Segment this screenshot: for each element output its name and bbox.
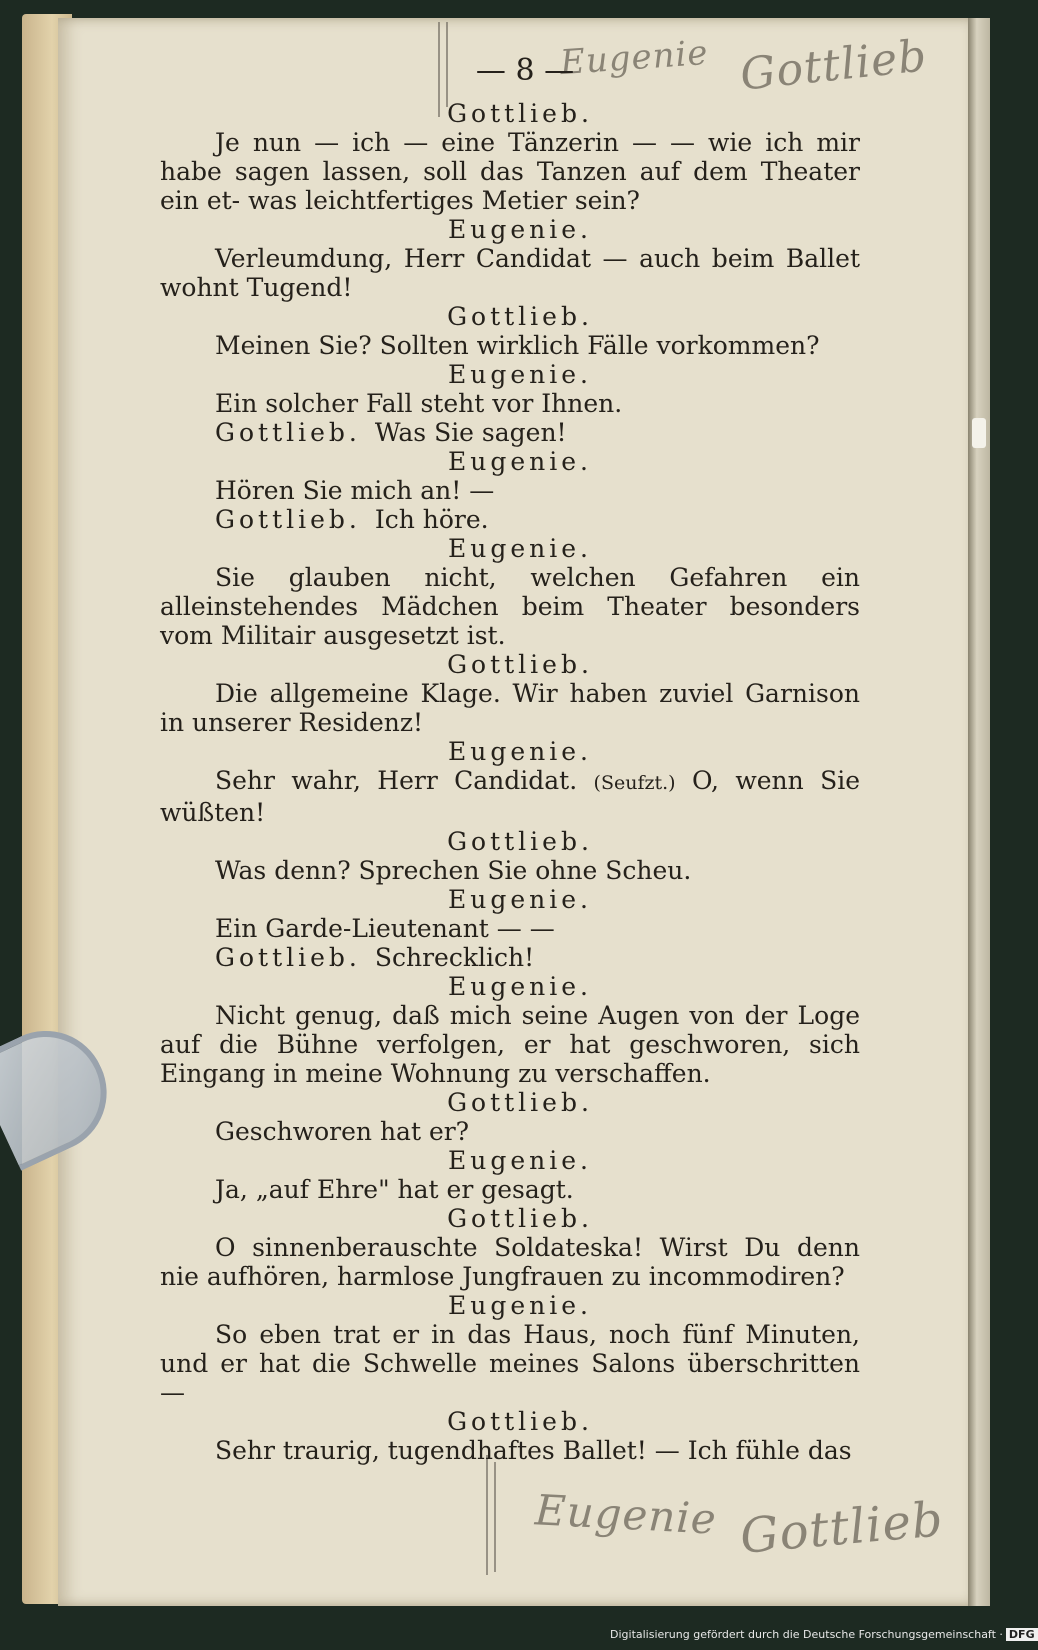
speaker-name: Gottlieb. — [215, 943, 361, 972]
footer-credit — [610, 1628, 1038, 1641]
speaker-heading: Eugenie. — [448, 360, 592, 389]
speaker-heading: Eugenie. — [448, 1146, 592, 1175]
page-marker — [972, 418, 986, 448]
dialogue-line — [160, 856, 860, 885]
dialogue-line — [160, 914, 860, 943]
speaker-heading: Eugenie. — [448, 972, 592, 1001]
dialogue-text: Sehr wahr, Herr Candidat. — [215, 766, 578, 795]
dialogue-text: Was Sie sagen! — [374, 418, 567, 447]
dialogue-text: Nicht genug, daß mich seine Augen von der Loge auf die Bühne verfolgen, er hat geschworen, sich Eingang in meine Wohnung zu verschaffen. — [160, 1001, 860, 1088]
dialogue-text: O, wenn Sie wüßten! — [160, 766, 860, 827]
footer-text: Digitalisierung gefördert durch die Deutsche Forschungsgemeinschaft · — [610, 1628, 1003, 1641]
dialogue-text: Was denn? Sprechen Sie ohne Scheu. — [215, 856, 692, 885]
speaker-heading: Gottlieb. — [447, 302, 593, 331]
pencil-line-bottom-2 — [494, 1462, 496, 1572]
speaker-heading: Gottlieb. — [447, 1088, 593, 1117]
dialogue-line — [160, 679, 860, 737]
dialogue-line — [160, 244, 860, 302]
handwritten-note-gottlieb-bottom: Gottlieb — [737, 1491, 946, 1565]
stage-direction: (Seufzt.) — [593, 772, 676, 794]
speaker-heading: Eugenie. — [448, 885, 592, 914]
dialogue-line — [160, 128, 860, 215]
dialogue-text: Verleumdung, Herr Candidat — auch beim Ballet wohnt Tugend! — [160, 244, 860, 302]
dialogue-blocks — [160, 99, 860, 1465]
speaker-heading: Eugenie. — [448, 215, 592, 244]
speaker-name: Gottlieb. — [215, 418, 361, 447]
dialogue-text: Meinen Sie? Sollten wirklich Fälle vorkommen? — [215, 331, 820, 360]
dialogue-line — [160, 418, 860, 447]
dialogue-line — [160, 1175, 860, 1204]
page-text — [160, 53, 860, 1465]
speaker-heading: Gottlieb. — [447, 1204, 593, 1233]
dialogue-text: So eben trat er in das Haus, noch fünf Minuten, und er hat die Schwelle meines Salons überschritten — — [160, 1320, 860, 1407]
dialogue-line — [160, 331, 860, 360]
speaker-heading: Gottlieb. — [447, 1407, 593, 1436]
dialogue-line — [160, 476, 860, 505]
dialogue-text: Hören Sie mich an! — — [215, 476, 495, 505]
pencil-line-bottom — [486, 1455, 488, 1575]
speaker-heading: Gottlieb. — [447, 99, 593, 128]
dfg-logo: DFG — [1006, 1628, 1038, 1641]
dialogue-text: Ja, „auf Ehre" hat er gesagt. — [215, 1175, 574, 1204]
page-number: — 8 — — [475, 53, 575, 88]
dialogue-text: Ich höre. — [374, 505, 489, 534]
dialogue-line — [160, 1436, 860, 1465]
speaker-heading: Gottlieb. — [447, 827, 593, 856]
dialogue-text: Je nun — ich — eine Tänzerin — — wie ich mir habe sagen lassen, soll das Tanzen auf dem Theater ein et- was leichtfertiges Metier sein? — [160, 128, 860, 215]
dialogue-line — [160, 943, 860, 972]
dialogue-text: Ein solcher Fall steht vor Ihnen. — [215, 389, 623, 418]
dialogue-text: Schrecklich! — [374, 943, 535, 972]
speaker-heading: Eugenie. — [448, 447, 592, 476]
dialogue-text: Sie glauben nicht, welchen Gefahren ein alleinstehendes Mädchen beim Theater besonders vom Militair ausgesetzt ist. — [160, 563, 860, 650]
handwritten-note-eugenie-top: Eugenie — [558, 32, 710, 84]
dialogue-text: Ein Garde-Lieutenant — — — [215, 914, 555, 943]
dialogue-text: O sinnenberauschte Soldateska! Wirst Du denn nie aufhören, harmlose Jungfrauen zu incommodiren? — [160, 1233, 860, 1291]
speaker-heading: Gottlieb. — [447, 650, 593, 679]
page-right-edge — [968, 18, 990, 1606]
speaker-heading: Eugenie. — [448, 1291, 592, 1320]
dialogue-line — [160, 1117, 860, 1146]
dialogue-text: Sehr traurig, tugendhaftes Ballet! — Ich fühle das — [215, 1436, 852, 1465]
speaker-name: Gottlieb. — [215, 505, 361, 534]
dialogue-line — [160, 505, 860, 534]
dialogue-line — [160, 1320, 860, 1407]
dialogue-line — [160, 766, 860, 827]
handwritten-note-eugenie-bottom: Eugenie — [533, 1485, 718, 1544]
handwritten-note-gottlieb-top: Gottlieb — [737, 30, 930, 101]
dialogue-line — [160, 563, 860, 650]
speaker-heading: Eugenie. — [448, 737, 592, 766]
dialogue-line — [160, 389, 860, 418]
dialogue-line — [160, 1233, 860, 1291]
dialogue-text: Die allgemeine Klage. Wir haben zuviel Garnison in unserer Residenz! — [160, 679, 860, 737]
speaker-heading: Eugenie. — [448, 534, 592, 563]
dialogue-line — [160, 1001, 860, 1088]
dialogue-text: Geschworen hat er? — [215, 1117, 470, 1146]
